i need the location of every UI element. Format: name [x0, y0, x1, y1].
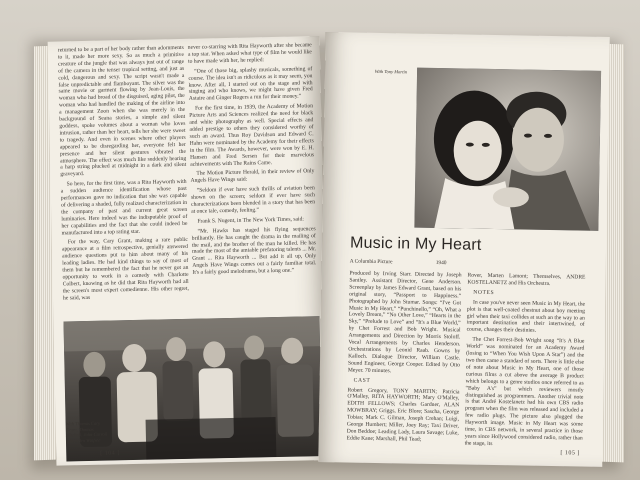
paragraph: “One of those big, splashy musicals, something of course. The idea isn't as ridiculous as it may seem, you know. After all, I started out on the stage and with singing and who knows, we might have given Fred Astaire and Ginger Rogers a run for their money.” — [188, 65, 313, 103]
paragraph: The Motion Picture Herald, in their review of Only Angels Have Wings said: — [190, 168, 315, 185]
cast-continued: Rover, Marten Lamont; Themselves, ANDRE KOSTELANETZ and His Orchestra. — [467, 272, 586, 287]
paragraph: Frank S. Nugent, in The New York Times, said: — [197, 216, 304, 225]
paragraph: For the first time, in 1939, the Academy of Motion Picture Arts and Sciences realized the need for black and white photography as well. Special effects and added prestige to others they considered worthy of such an award. Thus Roy Davidson and Edward C. Hahn were nominated by the Academy for their effects in the film. The Awards, however, were won by E. H. Hansen and Fred Sersen for their marvelous achievements with The Rains Came. — [189, 103, 315, 168]
studio-label: A Columbia Picture — [349, 258, 393, 266]
right-page — [318, 32, 609, 467]
film-still-couple-photo — [414, 68, 601, 231]
cast-heading: CAST — [353, 377, 371, 384]
left-page-number: [ 104 ] — [100, 450, 120, 457]
left-page-column-1 — [58, 45, 189, 305]
notes-paragraph: In case you've never seen Music in My Heart, the plot is that well-coated chestnut about boy meeting girl when their taxi collides at such an the way to an important destination and their intertwined, of course, changes their destinies. — [466, 299, 586, 335]
left-page — [48, 36, 329, 466]
film-title: Music in My Heart — [349, 234, 482, 254]
left-photo-caption: With Thomas Cary Grant, Thomas Mitchell, John Carroll and Pedro Winfree — [65, 420, 108, 444]
paragraph: “Seldom if ever have such thrills of aviation been shown on the screen; seldom if ever have such characterizations been blended in a story that has been at once tale, comedy, feeling.” — [190, 185, 316, 215]
paragraph: So here, for the first time, was a Rita Hayworth with a sudden audience identification whose past performances gave no indication that she was capable of delivering a shaded, fully realized characterization in the company of past and current great screen luminaries. Here indeed was the indisputable proof of her capabilities and the fact that she could indeed be manufactured into a top rating star. — [60, 179, 188, 237]
right-photo-caption: With Tony Martin — [374, 68, 408, 75]
right-page-column-1 — [347, 270, 462, 447]
credits-paragraph: Produced by Irving Starr. Directed by Joseph Santley. Assistant Director, Gene Anderson. Screenplay by James Edward Grant, based on his original story, “Passport to Happiness.” Photographed by John Stumar. Songs: “I've Got Music in My Heart,” “Punchinello,” “Oh, What a Lovely Dream,” “No Other Love,” “Hearts in the Sky,” “Prelude to Love” and “It's a Blue World,” by Chet Forrest and Bob Wright. Musical Arrangements and Direction by Morris Stoloff. Vocal Arrangements by Charles Henderson. Orchestrations by Leonid Raab. Gowns by Kalloch. Dialogue Director, William Castle. Sound Engineer, George Cooper. Edited by Otto Meyer. 70 minutes. — [347, 270, 462, 374]
paragraph: For the way, Cary Grant, making a rare public appearance at a film retrospective, genially answered audience questions put to him about many of his leading ladies. He had kind things to say of most of them but he remembered the fact that he never got an opportunity to work in a comedy with Charlotte Colbert, knowing as he did that Rita Hayworth had all the screen's most expert comedienne. His other regret, he said, was — [61, 237, 189, 302]
film-meta — [350, 258, 590, 268]
film-year: 1940 — [435, 259, 447, 267]
cast-paragraph: Robert Gregory, TONY MARTIN; Patricia O'Malley, RITA HAYWORTH; Mary O'Malley, EDITH FELLOWS; Charles Gardner, ALAN MOWBRAY; Griggs, Eric Blore; Sascha, George Tobias; Mark C. Gilman, Joseph Crehan; Luigi, George Humbert; Miller, Joey Ray; Taxi Driver, Don Beddoe; Leading Lady, Laura Savage; Luke, Eddie Kane; Marshall, Phil Tead; — [346, 386, 460, 443]
notes-paragraph: The Chet Forrest-Bob Wright song “It's A Blue World” was nominated for an Academy Award (losing to “When You Wish Upon A Star”) and the two then came a standard of sorts. There is little else of note about Music in My Heart, one of those curious films a cut above the average B product which belongs to a genre studios once referred to as “Baby A's” but which reviewers mostly distinguished as programmers. Another trivial note is that André Kostelanetz had his own CBS radio program when the film was released and included a few radio plugs. The picture also plugged the Hayworth image. Music in My Heart was some time, in CBS network, in several practice in those years since Hollywood considered radio, rather than the stage, its — [464, 336, 585, 447]
paragraph: “Mr. Hawks has staged his flying sequences brilliantly. He has caught the drama in the mailing of the mail, and the brother of the man he killed. He has made the most of the amiable prefatoring talents ... Mr. Grant ... Rita Hayworth ... But add it all up, Only Angels Have Wings comes out a fairly familiar total. It's a fairly good melodrama, but a long one.” — [191, 225, 317, 276]
paragraph: never co-starring with Rita Hayworth after she became a top star. When asked what type of film he would like to have made with her, he replied: — [187, 42, 312, 65]
paragraph: returned to be a part of her body rather than adornments to it, made her more sexy. So as much a primitive creature of the jungle that was always just out of range of the camera in the tenser tropical setting, and just as cold, dangerous and sexy. The script wasn't made a false unpredictable and flamboyant. The silver was the same movie or garment flowing by Jean-Louis, the woman who had broad of the disguised, aging pilot, the woman who had handled the making of the airline into a management Zoon when she was merely in the background of Seana stories, a simple and silent goddess, spoke volumes about a woman who loves intrusion, rather than her heart, tells her she were sweet to tragedy. And even in scenes where other players appeared to be disregarding her, everyone felt her presence and her silent gestures vibrated the atmosphere. The effect was much like suddenly hearing a harp string plucked at midnight in a dark and silent graveyard. — [57, 44, 187, 178]
right-page-number: [ 105 ] — [560, 450, 580, 457]
notes-heading: NOTES — [473, 289, 495, 296]
left-page-column-2 — [188, 42, 317, 280]
right-page-column-2 — [464, 273, 585, 453]
